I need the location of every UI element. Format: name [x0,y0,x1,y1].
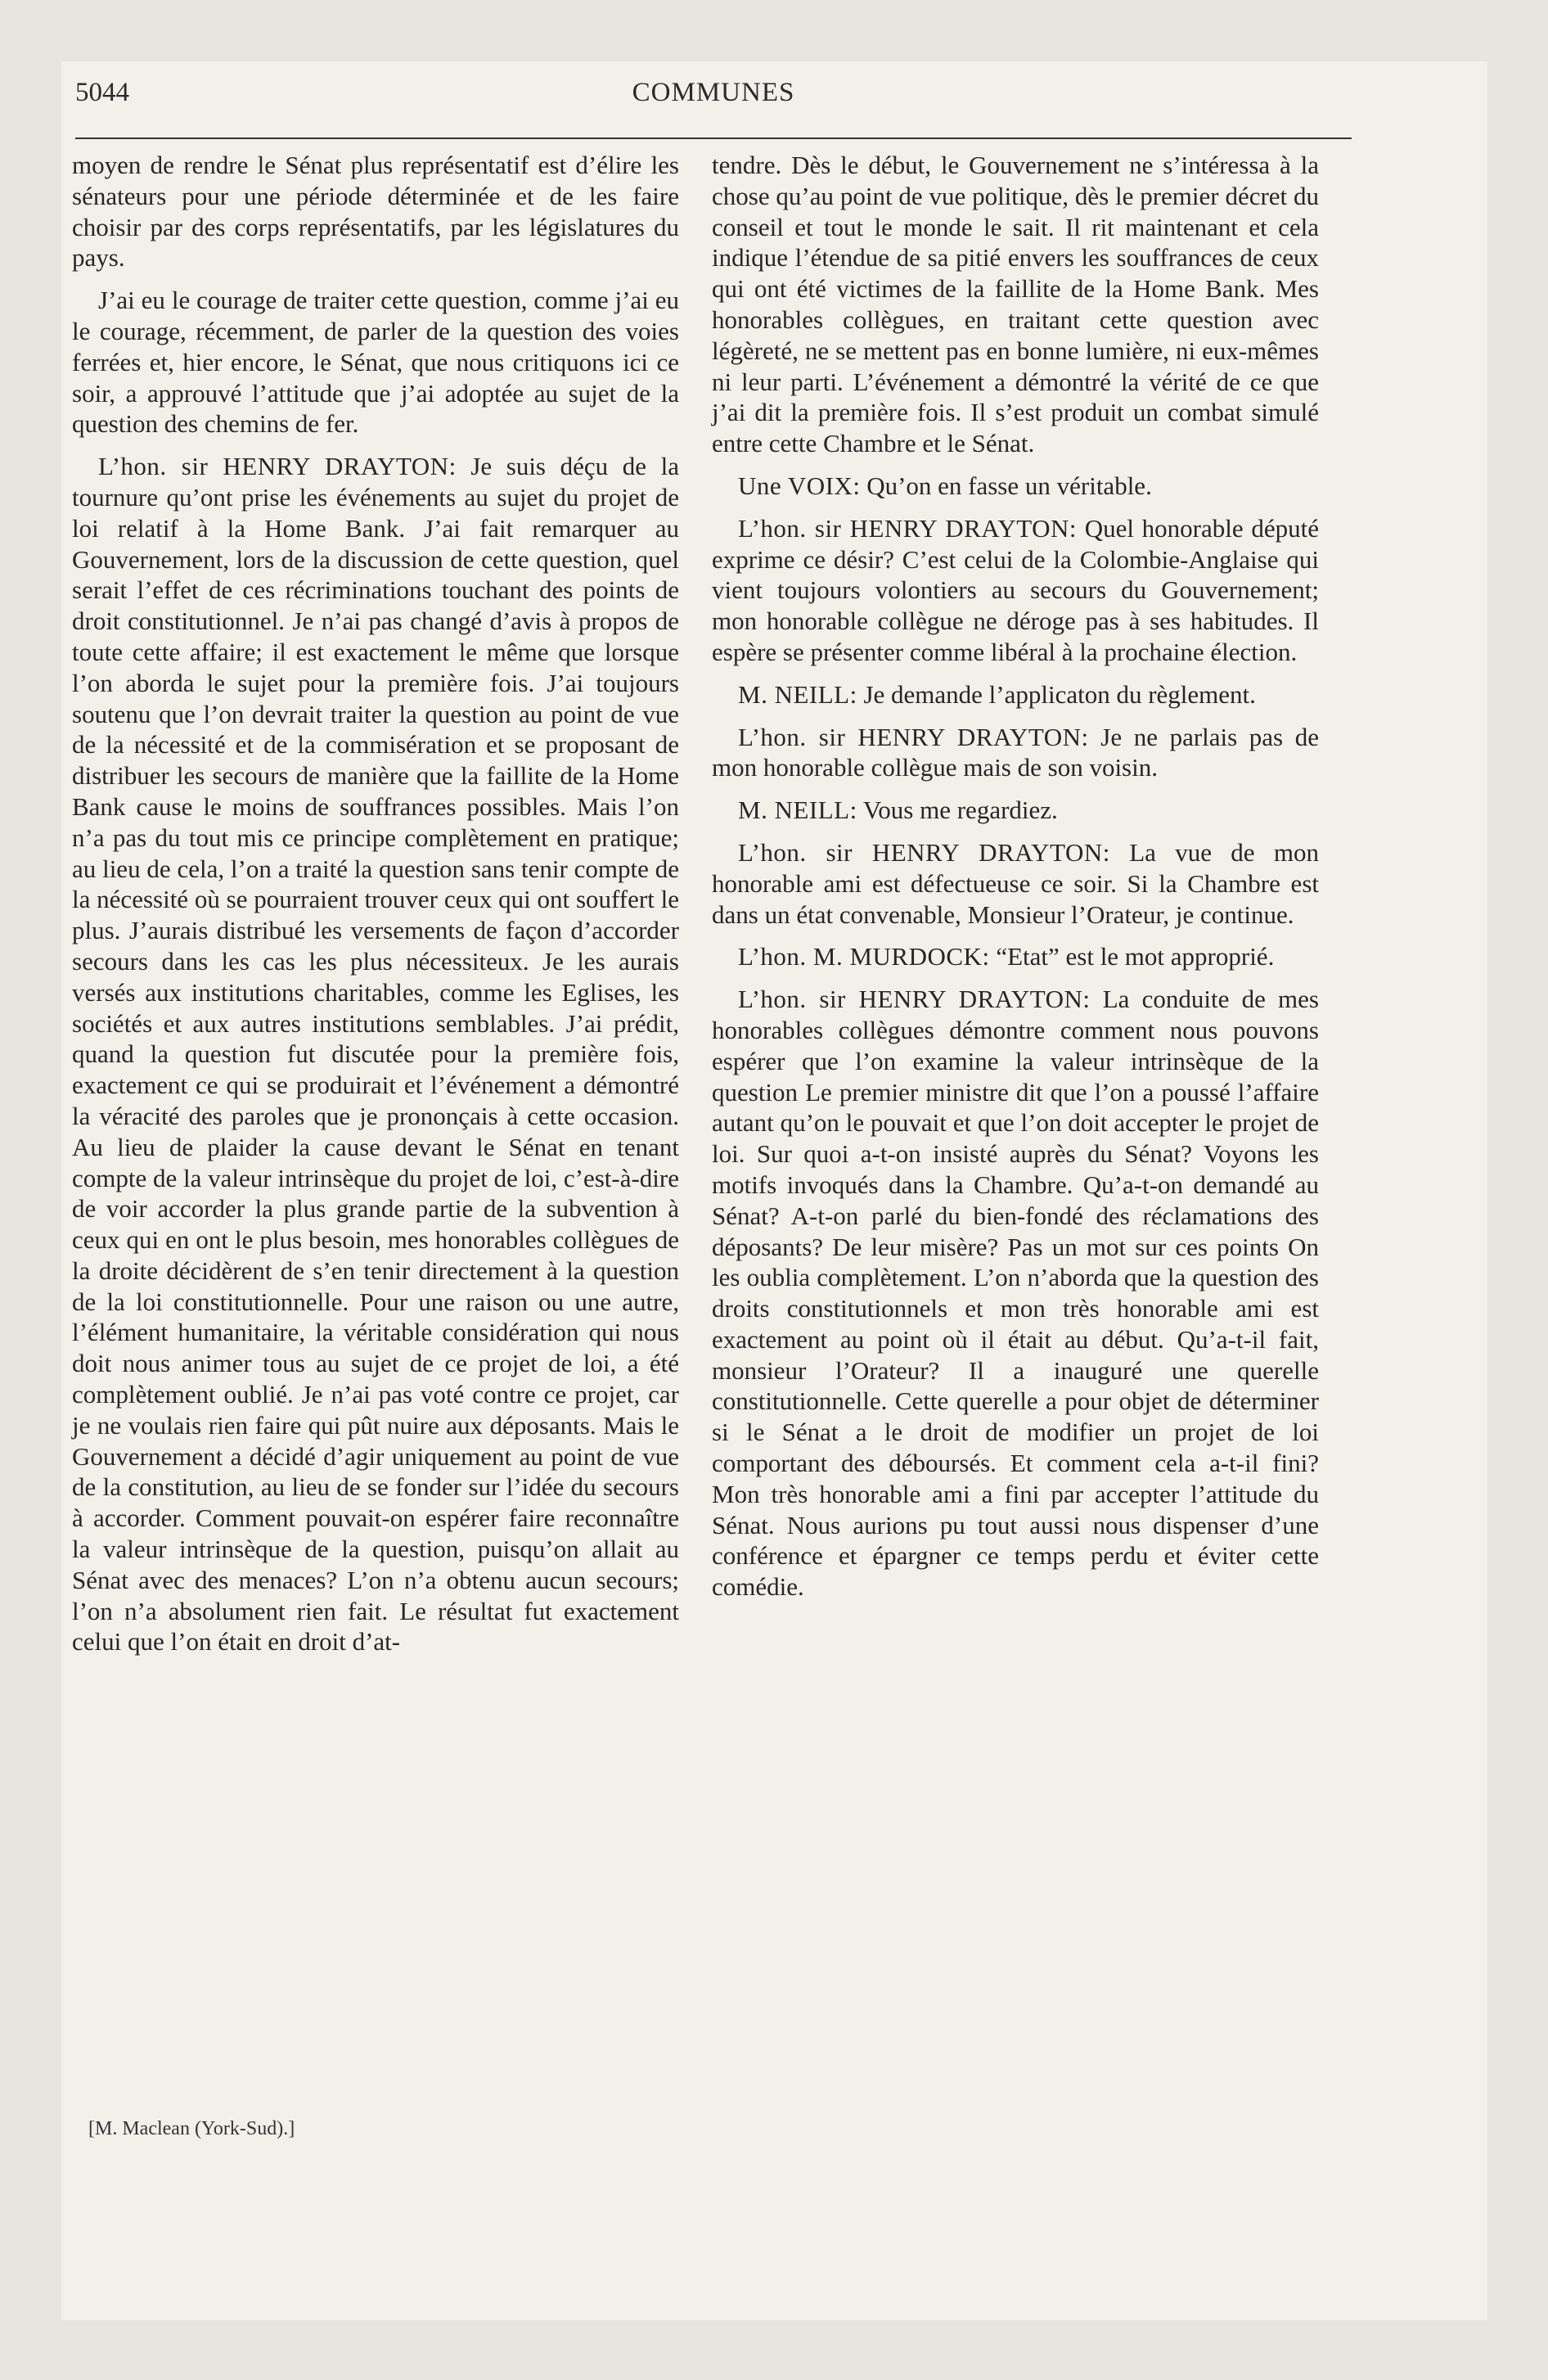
speech-text: “Etat” est le mot approprié. [996,942,1275,971]
page-number: 5044 [75,78,129,107]
paragraph: tendre. Dès le début, le Gouvernement ne s’intéressa à la chose qu’au point de vue politique, dès le premier décret du conseil et tout le monde le sait. Il rit maintenant et cela indique l’étendue de sa pitié envers les souffrances de ceux qui ont été victimes de la faillite de la Home Bank. Mes honorables collègues, en traitant cette question avec légèreté, ne se mettent pas en bonne lumière, ni eux-mêmes ni leur parti. L’événement a démontré la vérité de ce que j’ai dit la première fois. Il s’est produit un combat simulé entre cette Chambre et le Sénat. [712,151,1319,458]
speech-paragraph [712,984,1319,1602]
speaker-name: M. NEILL: [738,679,857,709]
speaker-name: L’hon. M. MURDOCK: [738,942,990,971]
header-rule [75,137,1352,139]
speech-paragraph [712,471,1319,502]
speech-paragraph [712,941,1319,972]
left-column [72,150,679,1669]
page-header [75,78,1352,119]
speech-text: La conduite de mes honorables collègues démontre comment nous pouvons espérer que l’on examine la valeur intrinsèque de la question Le premier ministre dit que l’on a poussé l’affaire autant qu’on le pouvait et que l’on doit accepter le projet de loi. Sur quoi a-t-on insisté auprès du Sénat? Voyons les motifs invoqués dans la Chambre. Qu’a-t-on demandé au Sénat? A-t-on parlé du bien-fondé des réclamations des déposants? De leur misère? Pas un mot sur ces points On les oublia complètement. L’on n’aborda que la question des droits constitutionnels et mon très honorable ami est exactement au point où il était au début. Qu’a-t-il fait, monsieur l’Orateur? Il a inauguré une querelle constitutionnelle. Cette querelle a pour objet de déterminer si le Sénat a le droit de modifier un projet de loi comportant des déboursés. Et comment cela a-t-il fini? Mon très honorable ami a fini par accepter l’attitude du Sénat. Nous aurions pu tout aussi nous dispenser d’une conférence et épargner ce temps perdu et éviter cette comédie. [712,985,1319,1602]
speech-paragraph [712,795,1319,826]
speech-text: Qu’on en fasse un véritable. [866,471,1152,500]
speaker-name: L’hon. sir HENRY DRAYTON: [738,985,1091,1014]
running-head: COMMUNES [632,78,795,107]
speaker-name: L’hon. sir HENRY DRAYTON: [98,452,457,481]
speaker-name: M. NEILL: [738,796,857,825]
speaker-name: L’hon. sir HENRY DRAYTON: [738,722,1089,751]
footer-note: [M. Maclean (York-Sud).] [88,2118,295,2139]
speech-text: Vous me regardiez. [862,796,1058,825]
speech-paragraph [712,837,1319,930]
speech-text: Quel honorable député exprime ce désir? C’est celui de la Colombie-Anglaise qui vient toujours volontiers au secours du Gouvernement; mon honorable collègue ne déroge pas à ses habitudes. Il espère se présenter comme libéral à la prochaine élection. [712,513,1319,666]
speech-paragraph [712,513,1319,668]
speech-paragraph [72,451,679,1657]
speech-text: Je demande l’applicaton du règlement. [863,679,1256,709]
speech-paragraph [712,679,1319,710]
right-column [712,150,1319,1614]
speech-paragraph [712,722,1319,784]
paragraph: J’ai eu le courage de traiter cette question, comme j’ai eu le courage, récemment, de parler de la question des voies ferrées et, hier encore, le Sénat, que nous critiquons ici ce soir, a approuvé l’attitude que j’ai adoptée au sujet de la question des chemins de fer. [72,286,679,439]
speech-text: Je ne parlais pas de mon honorable collègue mais de son voisin. [712,722,1319,782]
speaker-name: L’hon. sir HENRY DRAYTON: [738,513,1077,543]
speaker-name: Une VOIX: [738,471,861,500]
speech-text: Je suis déçu de la tournure qu’ont prise les événements au sujet du projet de loi relatif à la Home Bank. J’ai fait remarquer au Gouvernement, lors de la discussion de cette question, quel serait l’effet de ces récriminations touchant des points de droit constitutionnel. Je n’ai pas changé d’avis à propos de toute cette affaire; il est exactement le même que lorsque l’on aborda le sujet pour la première fois. J’ai toujours soutenu que l’on devrait traiter la question au point de vue de la nécessité et de la commisération et se proposant de distribuer les secours de manière que la faillite de la Home Bank cause le moins de souffrances possibles. Mais l’on n’a pas du tout mis ce principe complètement en pratique; au lieu de cela, l’on a traité la question sans tenir compte de la nécessité où se pourraient trouver ceux qui ont souffert le plus. J’aurais distribué les versements de façon d’accorder secours dans les cas les plus nécessiteux. Je les aurais versés aux institutions charitables, comme les Eglises, les sociétés et aux autres institutions semblables. J’ai prédit, quand la question fut discutée pour la première fois, exactement ce qui se produirait et l’événement a démontré la véracité des paroles que je prononçais à cette occasion. Au lieu de plaider la cause devant le Sénat en tenant compte de la valeur intrinsèque du projet de loi, c’est-à-dire de voir accorder la plus grande partie de la subvention à ceux qui en ont le plus besoin, mes honorables collègues de la droite décidèrent de s’en tenir directement à la question de la loi constitutionnelle. Pour une raison ou une autre, l’élément humanitaire, la véritable considération qui nous doit nous animer tous au sujet de ce projet de loi, a été complètement oublié. Je n’ai pas voté contre ce projet, car je ne voulais rien faire qui pût nuire aux déposants. Mais le Gouvernement a décidé d’agir uniquement au point de vue de la constitution, au lieu de se fonder sur l’idée du secours à accorder. Comment pouvait-on espérer faire reconnaître la valeur intrinsèque de la question, puisqu’on allait au Sénat avec des menaces? L’on n’a obtenu aucun secours; l’on n’a absolument rien fait. Le résultat fut exactement celui que l’on était en droit d’at- [72,452,679,1657]
speech-text: La vue de mon honorable ami est défectueuse ce soir. Si la Chambre est dans un état convenable, Monsieur l’Orateur, je continue. [712,837,1320,929]
speaker-name: L’hon. sir HENRY DRAYTON: [738,837,1110,867]
paragraph: moyen de rendre le Sénat plus représentatif est d’élire les sénateurs pour une période déterminée et de les faire choisir par des corps représentatifs, par les législatures du pays. [72,151,679,273]
